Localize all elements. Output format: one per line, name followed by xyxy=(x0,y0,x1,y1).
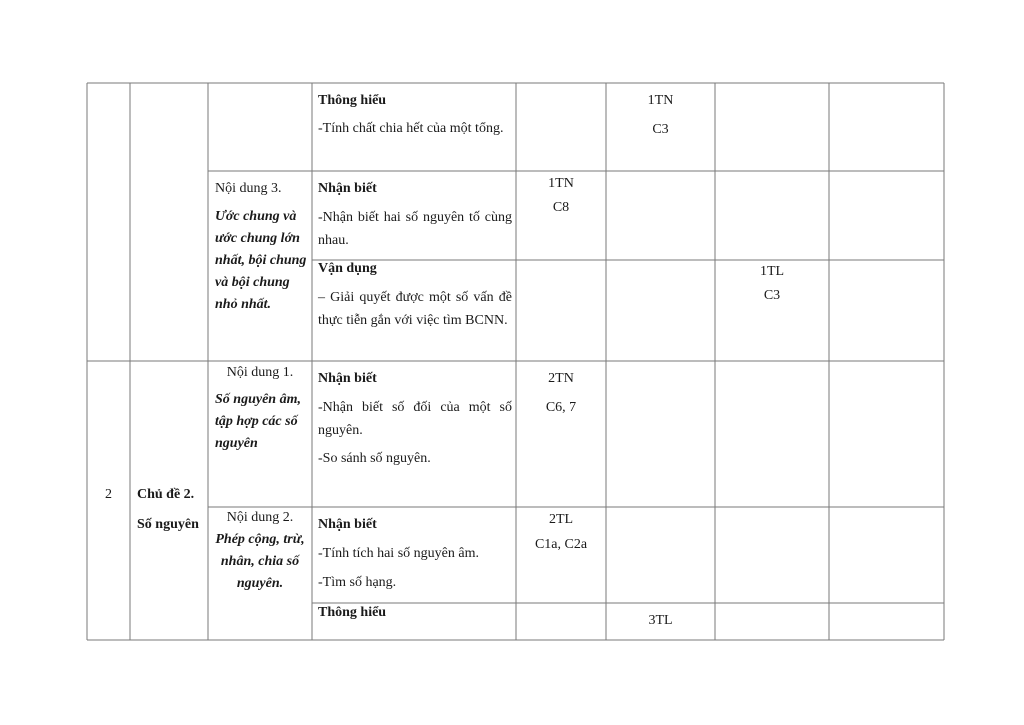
content-name: Số nguyên âm, tập hợp các số nguyên xyxy=(215,392,301,451)
question-count: 2TN xyxy=(548,371,574,386)
question-count: 1TL xyxy=(759,264,785,279)
question-ref: C8 xyxy=(552,200,570,215)
content-name: Ước chung và ước chung lớn nhất, bội chung và bội chung nhỏ nhất. xyxy=(215,209,307,312)
level-heading: Nhận biết xyxy=(318,371,377,386)
question-ref: C6, 7 xyxy=(545,400,577,415)
content-title: Nội dung 3. xyxy=(215,181,282,196)
objective-text: -Nhận biết hai số nguyên tố cùng nhau. xyxy=(318,210,512,248)
question-ref: C1a, C2a xyxy=(534,537,588,552)
level-heading: Thông hiểu xyxy=(318,605,387,620)
question-count: 1TN xyxy=(548,176,574,191)
question-count: 2TL xyxy=(548,512,574,527)
level-heading: Vận dụng xyxy=(318,261,377,276)
question-count: 3TL xyxy=(648,613,673,628)
objective-text: -Tính chất chia hết của một tổng. xyxy=(318,121,504,136)
objective-text: -So sánh số nguyên. xyxy=(318,451,431,466)
objective-text: -Nhận biết số đối của một số nguyên. xyxy=(318,400,512,438)
content-title: Nội dung 2. xyxy=(226,510,294,525)
level-heading: Nhận biết xyxy=(318,181,377,196)
content-name: Phép cộng, trừ, nhân, chia số nguyên. xyxy=(215,532,305,591)
topic-name: Số nguyên xyxy=(137,517,199,532)
question-ref: C3 xyxy=(652,122,669,137)
topic-number: 2 xyxy=(105,487,112,502)
level-heading: Nhận biết xyxy=(318,517,377,532)
level-heading: Thông hiểu xyxy=(318,93,387,108)
objective-text: -Tìm số hạng. xyxy=(318,575,397,590)
question-ref: C3 xyxy=(763,288,781,303)
content-title: Nội dung 1. xyxy=(226,365,294,380)
objective-text: – Giải quyết được một số vấn đề thực tiễn gắn với việc tìm BCNN. xyxy=(318,290,512,328)
topic-title: Chủ đề 2. xyxy=(137,487,195,502)
question-count: 1TN xyxy=(647,93,674,108)
objective-text: -Tính tích hai số nguyên âm. xyxy=(318,546,479,561)
